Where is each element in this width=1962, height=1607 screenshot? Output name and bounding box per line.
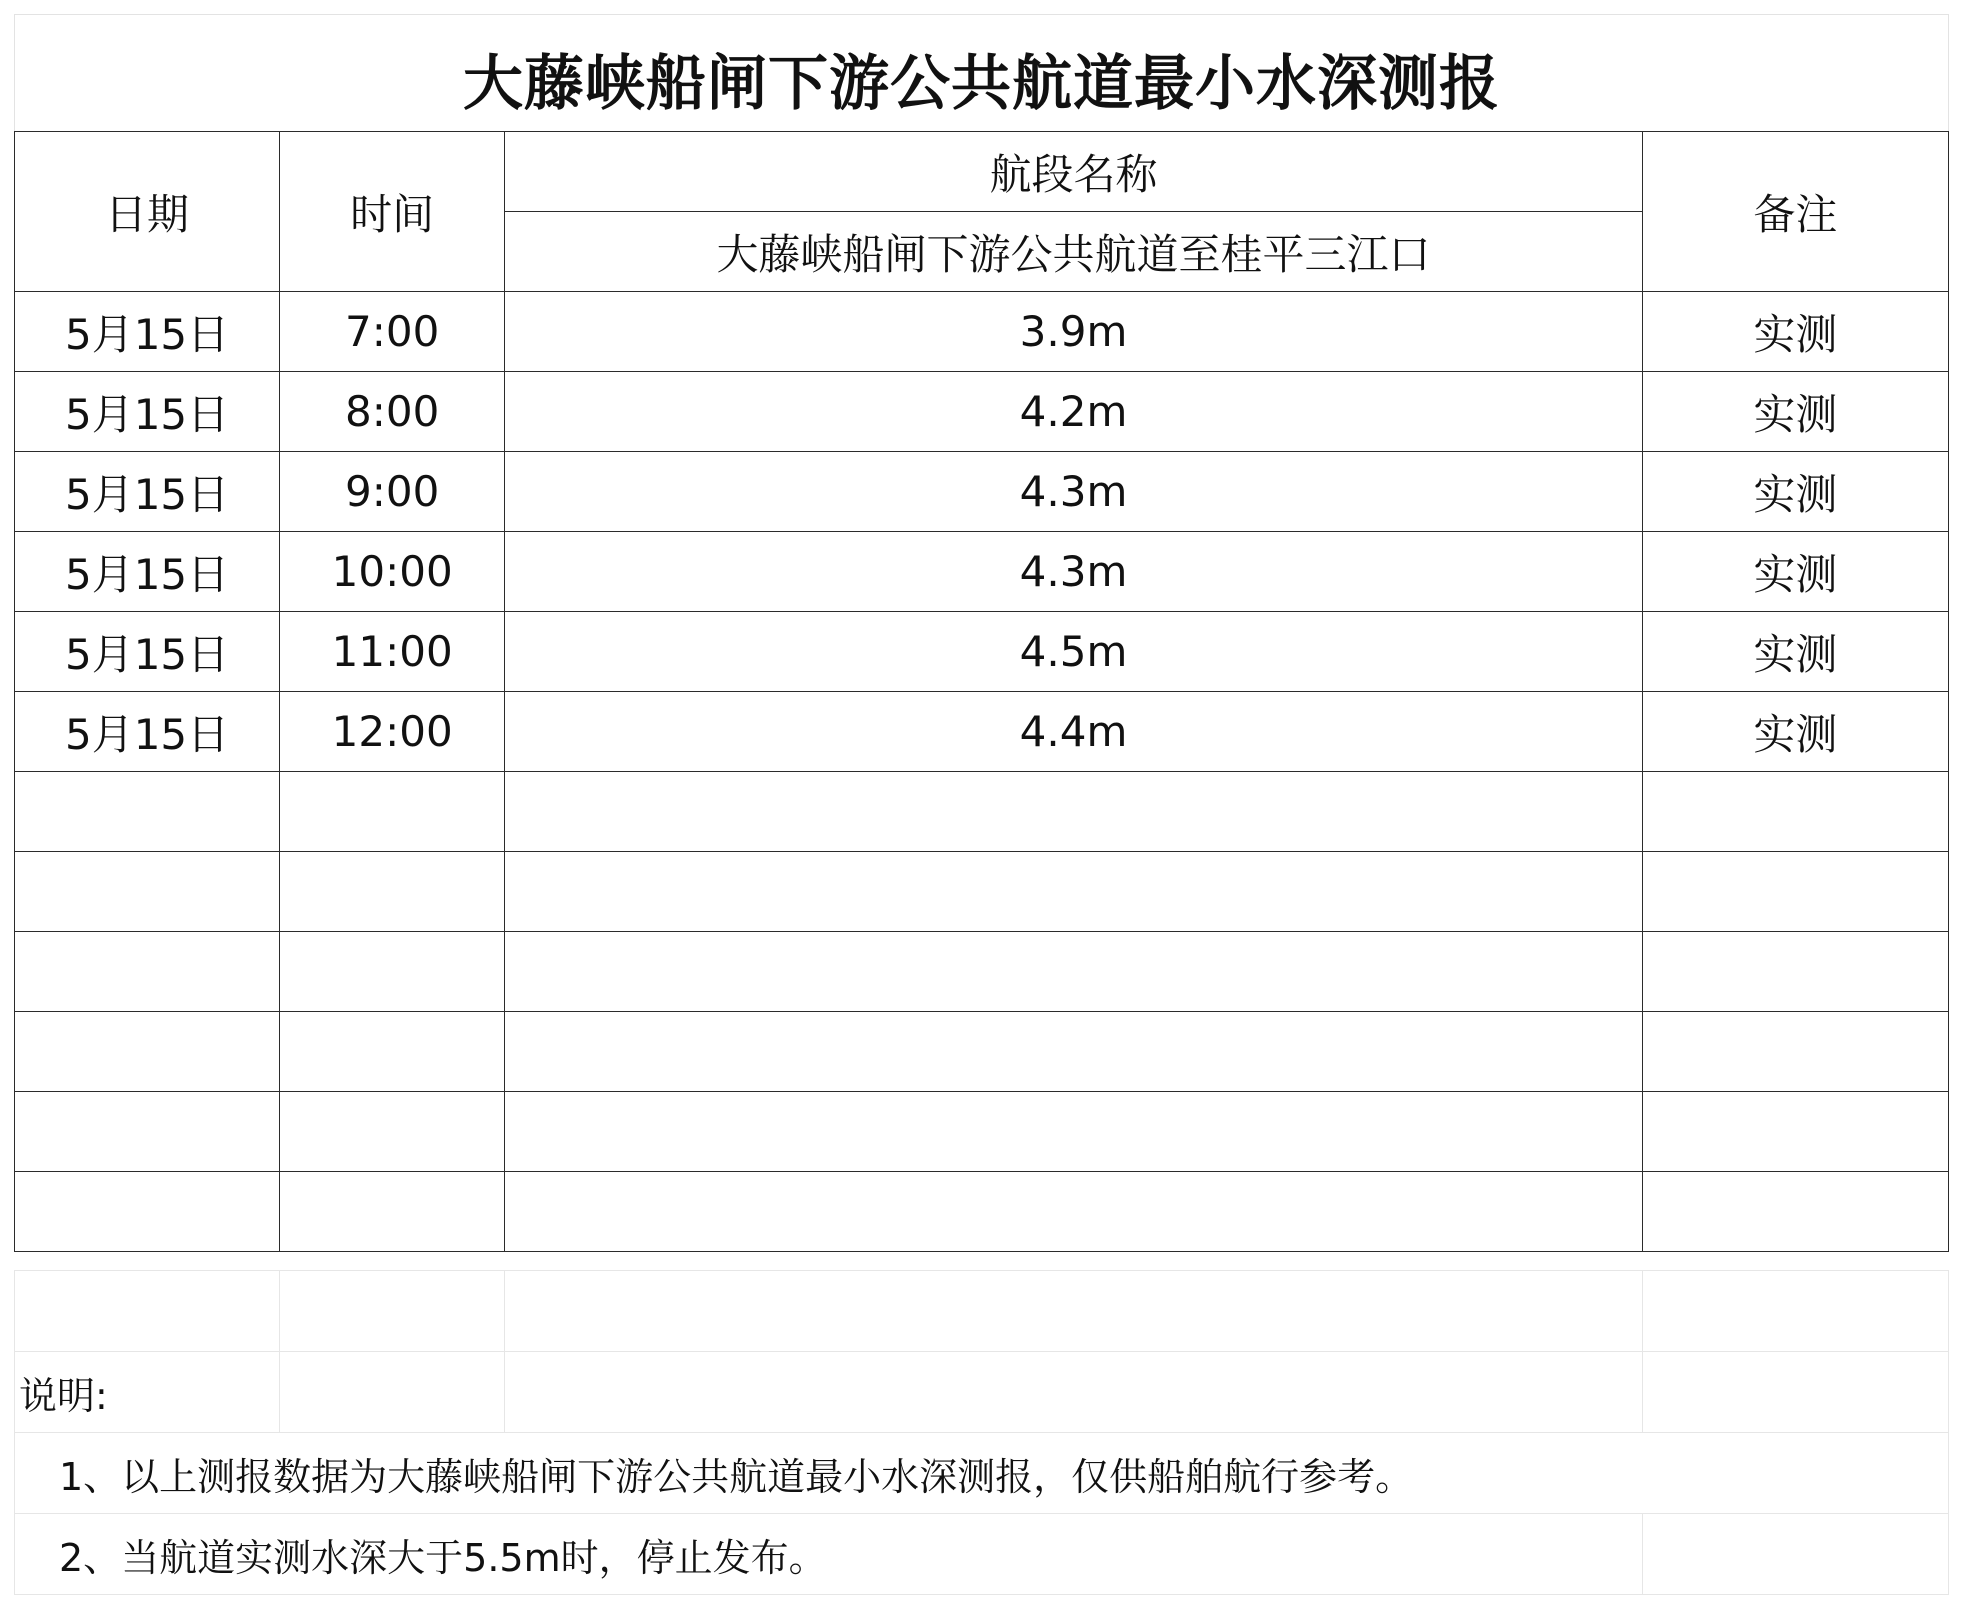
cell-remark[interactable]: 实测 <box>1642 372 1948 452</box>
note-item[interactable]: 2、当航道实测水深大于5.5m时，停止发布。 <box>15 1514 1643 1595</box>
empty-cell[interactable] <box>280 932 505 1012</box>
cell-time[interactable]: 10:00 <box>280 532 505 612</box>
cell-remark[interactable]: 实测 <box>1642 612 1948 692</box>
header-time[interactable]: 时间 <box>280 132 505 292</box>
empty-cell[interactable] <box>15 1092 280 1172</box>
note-item[interactable]: 1、以上测报数据为大藤峡船闸下游公共航道最小水深测报，仅供船舶航行参考。 <box>15 1433 1949 1514</box>
empty-cell[interactable] <box>280 1172 505 1252</box>
empty-row <box>15 852 1949 932</box>
table-row <box>15 532 1949 612</box>
cell-date[interactable]: 5月15日 <box>15 612 280 692</box>
cell-date[interactable]: 5月15日 <box>15 372 280 452</box>
empty-cell[interactable] <box>280 852 505 932</box>
report-title: 大藤峡船闸下游公共航道最小水深测报 <box>463 48 1500 119</box>
header-date[interactable]: 日期 <box>15 132 280 292</box>
cell-time[interactable]: 11:00 <box>280 612 505 692</box>
note-row <box>15 1433 1949 1514</box>
table-row <box>15 372 1949 452</box>
empty-cell[interactable] <box>1642 772 1948 852</box>
header-segment-name[interactable]: 大藤峡船闸下游公共航道至桂平三江口 <box>505 212 1643 292</box>
empty-cell[interactable] <box>15 772 280 852</box>
blank-sheet-row <box>15 1271 1949 1352</box>
sheet-cell[interactable] <box>505 1271 1643 1352</box>
cell-time[interactable]: 12:00 <box>280 692 505 772</box>
empty-cell[interactable] <box>505 1012 1643 1092</box>
sheet-cell[interactable] <box>1642 1514 1948 1595</box>
title-row <box>14 14 1949 132</box>
notes-grid <box>14 1270 1949 1595</box>
empty-row <box>15 772 1949 852</box>
sheet-cell[interactable] <box>15 1271 280 1352</box>
empty-cell[interactable] <box>505 932 1643 1012</box>
empty-cell[interactable] <box>505 1092 1643 1172</box>
empty-cell[interactable] <box>280 1012 505 1092</box>
empty-row <box>15 1012 1949 1092</box>
empty-cell[interactable] <box>1642 932 1948 1012</box>
cell-date[interactable]: 5月15日 <box>15 292 280 372</box>
cell-depth[interactable]: 4.3m <box>505 532 1643 612</box>
empty-cell[interactable] <box>280 1092 505 1172</box>
empty-cell[interactable] <box>1642 1172 1948 1252</box>
empty-cell[interactable] <box>1642 1012 1948 1092</box>
table-row <box>15 692 1949 772</box>
cell-depth[interactable]: 4.2m <box>505 372 1643 452</box>
cell-remark[interactable]: 实测 <box>1642 452 1948 532</box>
sheet-cell[interactable] <box>280 1352 505 1433</box>
empty-cell[interactable] <box>1642 852 1948 932</box>
empty-cell[interactable] <box>15 852 280 932</box>
empty-cell[interactable] <box>15 1172 280 1252</box>
header-segment-label[interactable]: 航段名称 <box>505 132 1643 212</box>
empty-cell[interactable] <box>505 1172 1643 1252</box>
cell-time[interactable]: 7:00 <box>280 292 505 372</box>
sheet-cell[interactable] <box>280 1271 505 1352</box>
sheet-cell[interactable] <box>1642 1271 1948 1352</box>
cell-remark[interactable]: 实测 <box>1642 692 1948 772</box>
table-row <box>15 292 1949 372</box>
empty-cell[interactable] <box>1642 1092 1948 1172</box>
cell-depth[interactable]: 3.9m <box>505 292 1643 372</box>
spreadsheet <box>14 14 1949 1580</box>
notes-area <box>14 1270 1949 1595</box>
depth-report-table-wrapper <box>14 131 1949 1252</box>
empty-cell[interactable] <box>505 772 1643 852</box>
empty-cell[interactable] <box>15 932 280 1012</box>
cell-remark[interactable]: 实测 <box>1642 292 1948 372</box>
empty-cell[interactable] <box>280 772 505 852</box>
empty-row <box>15 1172 1949 1252</box>
header-row-1 <box>15 132 1949 212</box>
header-remark[interactable]: 备注 <box>1642 132 1948 292</box>
cell-date[interactable]: 5月15日 <box>15 452 280 532</box>
cell-depth[interactable]: 4.3m <box>505 452 1643 532</box>
sheet-cell[interactable] <box>1642 1352 1948 1433</box>
empty-row <box>15 1092 1949 1172</box>
cell-depth[interactable]: 4.5m <box>505 612 1643 692</box>
empty-cell[interactable] <box>505 852 1643 932</box>
empty-row <box>15 932 1949 1012</box>
table-row <box>15 452 1949 532</box>
cell-date[interactable]: 5月15日 <box>15 532 280 612</box>
sheet-cell[interactable] <box>505 1352 1643 1433</box>
cell-date[interactable]: 5月15日 <box>15 692 280 772</box>
table-row <box>15 612 1949 692</box>
cell-remark[interactable]: 实测 <box>1642 532 1948 612</box>
cell-time[interactable]: 9:00 <box>280 452 505 532</box>
cell-time[interactable]: 8:00 <box>280 372 505 452</box>
notes-label-row <box>15 1352 1949 1433</box>
depth-report-table <box>14 131 1949 1252</box>
note-row <box>15 1514 1949 1595</box>
notes-label[interactable]: 说明: <box>15 1352 280 1433</box>
empty-cell[interactable] <box>15 1012 280 1092</box>
cell-depth[interactable]: 4.4m <box>505 692 1643 772</box>
